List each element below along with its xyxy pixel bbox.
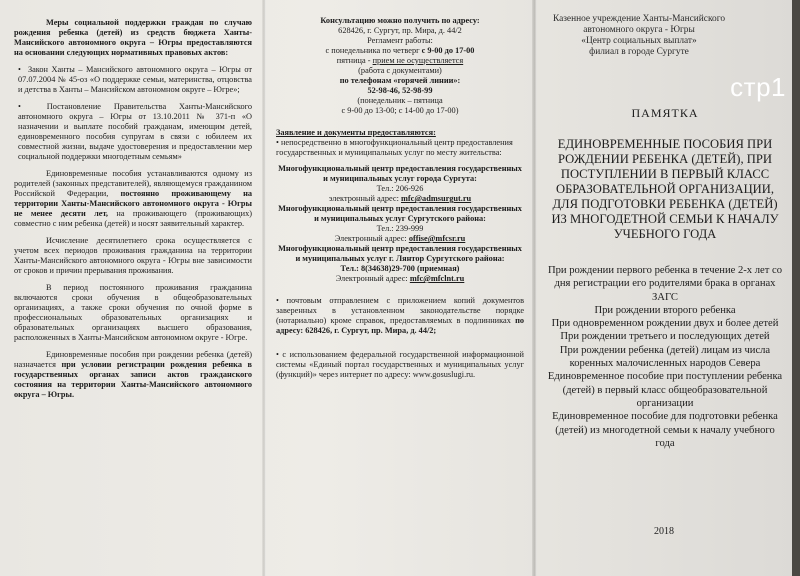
mfc-lyantor-email: Электронный адрес: mfc@mfclnt.ru [335,274,465,283]
table-background [792,0,800,576]
registration-text: Единовременные пособия при рождении ребенка (детей) назначается [14,350,252,369]
mfc-district-email: Электронный адрес: offise@mfcsr.ru [334,234,466,243]
consult-heading: Консультацию можно получить по адресу: [320,16,480,25]
hotline-phones: 52-98-46, 52-98-99 [367,86,433,95]
mfc-surgut-email: электронный адрес: mfc@admsurgut.ru [328,194,472,203]
law-2-text: Постановление Правительства Ханты-Мансийского автономного округа – Югры от 13.10.2011 № 371-п «О назначении и выплате пособий гражданам, имеющим детей, единовременного пособия супругам в связи с юбилеем их совместной жизни, выдаче удостоверения и предоставлении мер социальной поддержки многодетным семьям» [18,102,252,161]
submission-block [276,128,524,380]
hotline-days: (понедельник – пятница [357,96,443,105]
publication-year: 2018 [654,526,674,537]
docs-note: (работа с документами) [358,66,442,75]
eligibility-paragraph [14,169,252,229]
mfc-surgut-phone: Тел.: 206-926 [376,184,424,193]
benefit-item: Единовременное пособие при поступлении ребенка (детей) в первый класс общеобразовательной организации [547,371,783,409]
memo-heading: ПАМЯТКА [631,106,699,120]
benefit-item: При рождении третьего и последующих детей [560,331,770,343]
friday-note: пятница - прием не осуществляется [336,56,464,65]
benefit-list [546,264,784,450]
organization-block [546,14,784,58]
mfc-district-email-link[interactable]: offise@mfcsr.ru [408,234,466,243]
law-item-1: • Закон Ханты – Мансийского автономного округа – Югры от 07.07.2004 № 45-оз «О поддержке семьи, материнства, отцовства и детства в Ханты – Мансийском автономном округе – Югре»; [18,65,252,94]
page-stamp: стр1 [730,72,786,102]
weekday-hours: с понедельника по четверг с 9-00 до 17-00 [325,46,475,55]
organization-branch: филиал в городе Сургуте [589,47,689,57]
eligibility-bold: постоянно проживающему на территории Ханты-Мансийского автономного округа - Югры не менее десяти лет, [14,189,252,218]
schedule-label: Регламент работы: [367,36,433,45]
eligibility-end: на проживающего (проживающих) совместно с ним ребенка (детей) и носят заявительный характер. [14,209,252,228]
panel-cover [538,0,790,576]
mfc-surgut-email-link[interactable]: mfc@admsurgut.ru [400,194,472,203]
study-paragraph: В период постоянного проживания гражданина включаются сроки обучения в общеобразовательных организациях, а также сроки обучения по очной форме в профессиональных образовательных организациях и образовательных организациях высшего образования, расположенных в Ханты-Мансийском автономном округе - Югре. [14,283,252,342]
intro-paragraph: Меры социальной поддержки граждан по случаю рождения ребенка (детей) из средств бюджета Ханты-Мансийского автономного округа – Югры предоставляются на основании следующих нормативных правовых актов: [14,18,252,57]
leaflet-title: ЕДИНОВРЕМЕННЫЕ ПОСОБИЯ ПРИ РОЖДЕНИИ РЕБЕНКА (ДЕТЕЙ), ПРИ ПОСТУПЛЕНИИ В ПЕРВЫЙ КЛАСС ОБРАЗОВАТЕЛЬНОЙ ОРГАНИЗАЦИИ, ДЛЯ ПОДГОТОВКИ РЕБЕНКА (ДЕТЕЙ) ИЗ МНОГОДЕТНОЙ СЕМЬИ К НАЧАЛУ УЧЕБНОГО ГОДА [551,137,779,241]
panel-legal-basis [4,0,260,576]
fold-line-right [532,0,537,576]
benefit-item: При одновременном рождении двух и более детей [551,318,779,330]
submission-online: • с использованием федеральной государственной информационной системы «Единый портал государственных и муниципальных услуг (функций)» через интернет по адресу: www.gosuslugi.ru. [276,350,524,379]
organization-center: «Центр социальных выплат» [581,36,697,46]
mfc-lyantor-phone: Тел.: 8(34638)29-700 (приемная) [340,264,460,273]
submission-post: • почтовым отправлением с приложением копий документов заверенных в установленном законодательстве порядке (нотариально) кроме справок, предоставляемых в подлинниках по адресу: 628426, г. Сургут, пр. Мира, д. 44/2; [276,296,524,335]
panel-contacts [268,0,530,576]
period-paragraph: Исчисление десятилетнего срока осуществляется с учетом всех периодов проживания гражданина на территории Ханты-Мансийского автономного округа - Югры вне зависимости от сроков и причин прерывания проживания. [14,236,252,275]
law-item-2: • Постановление Правительства Ханты-Мансийского автономного округа – Югры от 13.10.2011 № 371-п «О назначении и выплате пособий гражданам, имеющим детей, единовременного пособия супругам в связи с юбилеем их совместной жизни, выдаче удостоверения и предоставлении мер социальной поддержки многодетным семьям» [18,102,252,161]
benefit-item: При рождении первого ребенка в течение 2-х лет со дня регистрации его родителями брака в органах ЗАГС [547,265,782,303]
registration-paragraph [14,350,252,400]
mfc-surgut-name: Многофункциональный центр предоставления государственных и муниципальных услуг города Сургута: [278,164,522,183]
eligibility-text: Единовременные пособия устанавливаются одному из родителей (законных представителей), являющемуся гражданином Российской Федерации, [14,169,252,198]
benefit-item: Единовременное пособие для подготовки ребенка (детей) из многодетной семьи к началу учебного года [552,411,778,449]
organization-name: Казенное учреждение Ханты-Мансийского автономного округа - Югры [552,14,726,35]
hotline-times: с 9-00 до 13-00; с 14-00 до 17-00) [341,106,459,115]
law-1-text: Закон Ханты – Мансийского автономного округа – Югры от 07.07.2004 № 45-оз «О поддержке семьи, материнства, отцовства и детства в Ханты – Мансийском автономном округе – Югре»; [18,65,252,94]
consultation-block [276,16,524,116]
mfc-lyantor-name: Многофункциональный центр предоставления государственных и муниципальных услуг г. Лянтор Сургутского района: [278,244,522,263]
mfc-district-name: Многофункциональный центр предоставления государственных и муниципальных услуг Сургутского района: [278,204,522,223]
submission-direct: • непосредственно в многофункциональный центр предоставления государственных и муниципальных услуг по месту жительства: [276,138,513,157]
mfc-lyantor-email-link[interactable]: mfc@mfclnt.ru [409,274,465,283]
submission-heading: Заявление и документы предоставляются: [276,128,436,137]
benefit-item: При рождении ребенка (детей) лицам из числа коренных малочисленных народов Севера [559,344,771,370]
registration-bold: при условии регистрации рождения ребенка в государственных органах записи актов гражданского состояния на территории Ханты-Мансийского автономного округа – Югры. [14,360,252,399]
fold-line-left [262,0,266,576]
benefit-item: При рождении второго ребенка [594,304,736,316]
consult-address: 628426, г. Сургут, пр. Мира, д. 44/2 [338,26,462,35]
mfc-district-phone: Тел.: 239-999 [376,224,424,233]
hotline-label: по телефонам «горячей линии»: [339,76,461,85]
